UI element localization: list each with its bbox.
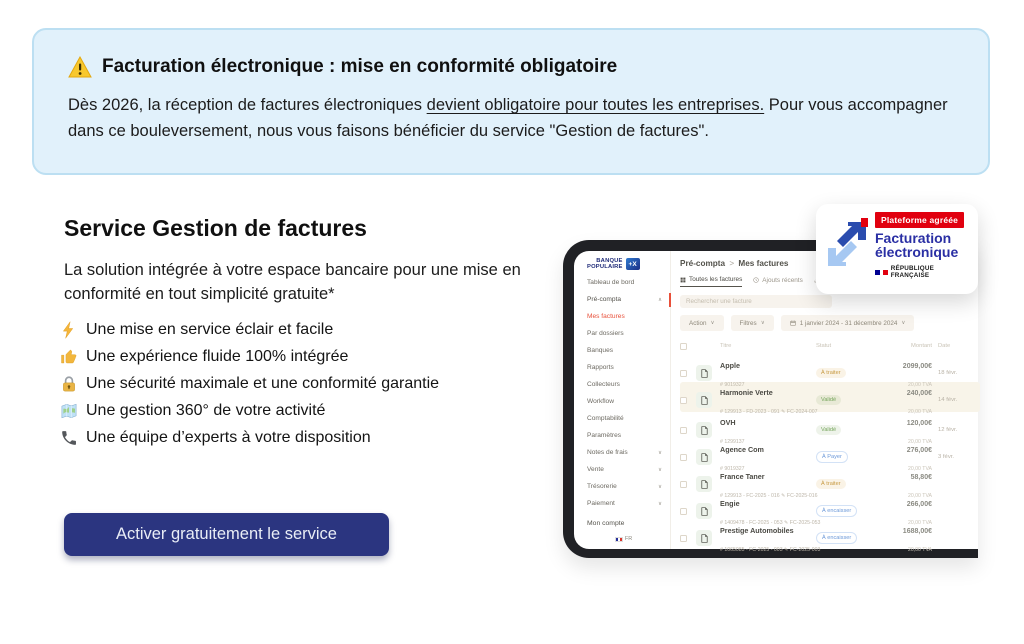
chevron-down-icon: ∨ bbox=[657, 500, 662, 507]
invoice-amount-sub: 20,00 TVA bbox=[907, 466, 932, 472]
french-flag-red-square bbox=[883, 270, 888, 275]
sidebar-item bbox=[587, 296, 670, 303]
sidebar-item-label: Workflow bbox=[587, 398, 614, 405]
tab-label: Toutes les factures bbox=[689, 276, 743, 283]
status-badge: Validé bbox=[816, 395, 841, 405]
table-row bbox=[680, 466, 980, 499]
status-badge: À encaisser bbox=[816, 505, 857, 517]
sidebar-item bbox=[587, 381, 670, 388]
invoice-title: Prestige Automobiles bbox=[720, 526, 794, 535]
sidebar-item-label: Paiement bbox=[587, 500, 615, 507]
facturation-electronique-logo-icon bbox=[824, 218, 870, 270]
invoice-amount: 1688,00€ bbox=[902, 528, 932, 535]
invoice-amount-sub: 20,00 TVA bbox=[907, 382, 932, 388]
invoice-amount: 120,00€ bbox=[906, 420, 932, 427]
tab-item bbox=[753, 276, 803, 287]
sidebar-item-label: Collecteurs bbox=[587, 381, 620, 388]
activate-service-button[interactable]: Activer gratuitement le service bbox=[64, 513, 389, 556]
approval-badge-card bbox=[816, 204, 978, 294]
chevron-up-icon: ∧ bbox=[657, 296, 662, 303]
invoice-date: 14 févr. bbox=[938, 397, 958, 403]
sidebar-item-label: Par dossiers bbox=[587, 330, 624, 337]
table-row bbox=[680, 382, 980, 415]
sidebar-item-label: Pré-compta bbox=[587, 296, 622, 303]
sidebar-item-label: Paramètres bbox=[587, 432, 622, 439]
invoices-icon bbox=[680, 277, 686, 283]
app-main-panel bbox=[671, 251, 980, 553]
sidebar-item-label: Rapports bbox=[587, 364, 614, 371]
breadcrumb-parent: Pré-compta bbox=[680, 259, 726, 268]
tab-label: Ajouts récents bbox=[762, 276, 803, 284]
badge-title-line1: Facturation bbox=[875, 230, 952, 246]
row-checkbox bbox=[680, 427, 687, 434]
invoice-ref: # 9019327 bbox=[720, 466, 745, 472]
feature-item bbox=[60, 424, 439, 451]
invoice-file-icon bbox=[696, 530, 712, 546]
sidebar-item bbox=[587, 466, 670, 473]
table-row bbox=[680, 520, 980, 553]
invoice-amount: 266,00€ bbox=[906, 501, 932, 508]
badge-band-label: Plateforme agréée bbox=[875, 212, 964, 228]
chevron-down-icon: ∨ bbox=[657, 483, 662, 490]
feature-label: Une gestion 360° de votre activité bbox=[86, 401, 326, 419]
action-dropdown: Action ∨ bbox=[680, 315, 724, 331]
chevron-down-icon: ∨ bbox=[760, 320, 765, 326]
feature-label: Une équipe d’experts à votre disposition bbox=[86, 428, 371, 446]
invoice-amount-sub: 20,00 TVA bbox=[907, 547, 932, 553]
brand-line2: POPULAIRE bbox=[587, 264, 623, 270]
invoice-date: 18 févr. bbox=[938, 370, 958, 376]
chevron-down-icon: ∨ bbox=[657, 449, 662, 456]
invoice-amount-sub: 20,00 TVA bbox=[907, 493, 932, 499]
row-checkbox bbox=[680, 454, 687, 461]
invoice-date: 12 févr. bbox=[938, 427, 958, 433]
column-header-titre: Titre bbox=[720, 343, 732, 349]
lock-icon bbox=[60, 375, 78, 393]
invoice-amount: 276,00€ bbox=[906, 447, 932, 454]
feature-list bbox=[60, 316, 439, 451]
invoice-title: Apple bbox=[720, 361, 740, 370]
clock-icon bbox=[753, 277, 759, 283]
alert-body-end: Pour vous accompagner dans ce bouleversement, nous vous faisons bénéficier du service "Gestion de factures". bbox=[68, 96, 948, 140]
invoice-title: France Taner bbox=[720, 472, 765, 481]
invoice-title: Engie bbox=[720, 499, 740, 508]
invoice-ref: # 1299137 bbox=[720, 439, 745, 445]
alert-body-underlined: devient obligatoire pour toutes les entreprises. bbox=[426, 96, 765, 114]
invoice-amount-sub: 20,00 TVA bbox=[907, 439, 932, 445]
table-row bbox=[680, 355, 980, 388]
invoice-title: Agence Com bbox=[720, 445, 764, 454]
sidebar-item bbox=[587, 500, 670, 507]
invoice-ref: # 129913 - FD-2023 - 091 ✎ FC-2024-007 bbox=[720, 409, 818, 415]
sidebar-item bbox=[587, 415, 670, 422]
sidebar-item bbox=[587, 313, 670, 320]
sidebar-item bbox=[587, 398, 670, 405]
invoice-amount: 240,00€ bbox=[906, 390, 932, 397]
alert-banner bbox=[32, 28, 990, 175]
column-header-statut: Statut bbox=[816, 343, 832, 349]
sidebar-item-label: Comptabilité bbox=[587, 415, 624, 422]
status-badge: À encaisser bbox=[816, 532, 857, 544]
invoice-ref: # 9019327 bbox=[720, 382, 745, 388]
feature-item bbox=[60, 370, 439, 397]
breadcrumb-separator: > bbox=[729, 259, 735, 268]
map-icon bbox=[60, 402, 78, 420]
sidebar-item bbox=[587, 483, 670, 490]
column-header-montant: Montant bbox=[911, 343, 932, 349]
sidebar-item-label: Tableau de bord bbox=[587, 279, 635, 286]
invoice-file-icon bbox=[696, 422, 712, 438]
invoice-file-icon bbox=[696, 365, 712, 381]
table-row bbox=[680, 439, 980, 472]
chevron-down-icon: ∨ bbox=[657, 466, 662, 473]
feature-item bbox=[60, 343, 439, 370]
table-header-row bbox=[680, 340, 980, 352]
sidebar-item-label: Trésorerie bbox=[587, 483, 617, 490]
thumbs-up-icon bbox=[60, 348, 78, 366]
row-checkbox bbox=[680, 397, 687, 404]
banque-populaire-logo bbox=[587, 258, 670, 270]
lightning-icon bbox=[60, 321, 78, 339]
invoice-ref: # 1409478 - FC-2025 - 053 ✎ FC-2025-053 bbox=[720, 520, 821, 526]
sidebar-item bbox=[587, 347, 670, 354]
filters-dropdown: Filtres ∨ bbox=[731, 315, 774, 331]
republique-francaise-label: RÉPUBLIQUE FRANÇAISE bbox=[890, 265, 935, 279]
select-all-checkbox bbox=[680, 343, 687, 350]
row-checkbox bbox=[680, 370, 687, 377]
sidebar-item bbox=[587, 432, 670, 439]
feature-label: Une mise en service éclair et facile bbox=[86, 320, 334, 338]
sidebar-item-label: Mes factures bbox=[587, 313, 625, 320]
invoice-amount-sub: 20,00 TVA bbox=[907, 409, 932, 415]
invoice-title: OVH bbox=[720, 418, 736, 427]
feature-label: Une sécurité maximale et une conformité garantie bbox=[86, 374, 440, 392]
invoice-file-icon bbox=[696, 476, 712, 492]
table-row bbox=[680, 493, 980, 526]
feature-label: Une expérience fluide 100% intégrée bbox=[86, 347, 349, 365]
warning-triangle-icon bbox=[68, 56, 92, 78]
tab-active bbox=[680, 276, 742, 287]
invoice-amount-sub: 20,00 TVA bbox=[907, 520, 932, 526]
brand-mark-icon: +X bbox=[626, 258, 640, 270]
sidebar-item bbox=[587, 330, 670, 337]
table-toolbar bbox=[680, 315, 980, 331]
sidebar-item bbox=[587, 449, 670, 456]
language-label: FR bbox=[624, 536, 633, 542]
invoice-table bbox=[680, 340, 980, 553]
calendar-icon bbox=[790, 320, 796, 326]
alert-body-start: Dès 2026, la réception de factures électroniques bbox=[68, 96, 427, 114]
france-flag-icon bbox=[615, 537, 623, 542]
service-title: Service Gestion de factures bbox=[64, 215, 367, 241]
table-row bbox=[680, 412, 980, 445]
status-badge: À Payer bbox=[816, 451, 848, 463]
chevron-down-icon: ∨ bbox=[710, 320, 715, 326]
sidebar-item bbox=[587, 364, 670, 371]
invoice-amount: 58,80€ bbox=[910, 474, 932, 481]
status-badge: À traiter bbox=[816, 479, 846, 489]
invoice-file-icon bbox=[696, 392, 712, 408]
invoice-amount: 2099,00€ bbox=[902, 363, 932, 370]
service-subtitle: La solution intégrée à votre espace bancaire pour une mise en conformité en tout simplicité gratuite* bbox=[64, 261, 521, 303]
badge-title-line2: électronique bbox=[875, 244, 959, 260]
row-checkbox bbox=[680, 508, 687, 515]
invoice-ref: # 129913 - FC-2025 - 016 ✎ FC-2025-016 bbox=[720, 493, 818, 499]
search-input bbox=[680, 295, 832, 308]
brand-line1: BANQUE bbox=[596, 258, 623, 264]
invoice-file-icon bbox=[696, 503, 712, 519]
row-checkbox bbox=[680, 535, 687, 542]
sidebar-item bbox=[587, 279, 670, 286]
alert-title: Facturation électronique : mise en conformité obligatoire bbox=[102, 56, 618, 77]
row-checkbox bbox=[680, 481, 687, 488]
phone-icon bbox=[60, 429, 78, 447]
app-screen bbox=[574, 251, 978, 553]
invoice-date: 3 févr. bbox=[938, 454, 955, 460]
feature-item bbox=[60, 397, 439, 424]
sidebar-item-label: Banques bbox=[587, 347, 614, 354]
french-flag-blue-square bbox=[875, 270, 880, 275]
sidebar-item-label: Vente bbox=[587, 466, 604, 473]
date-range-picker: 1 janvier 2024 - 31 décembre 2024 ∨ bbox=[781, 315, 915, 331]
invoice-title: Harmonie Verte bbox=[720, 388, 773, 397]
language-selector bbox=[587, 536, 670, 542]
column-header-date: Date bbox=[938, 343, 951, 349]
invoice-ref: # 1065085 - FC-2025 - 003 ✎ FC-2025-003 bbox=[720, 547, 821, 553]
status-badge: À traiter bbox=[816, 368, 846, 378]
app-sidebar bbox=[574, 251, 671, 549]
alert-body bbox=[68, 92, 954, 144]
sidebar-item-label: Notes de frais bbox=[587, 449, 628, 456]
feature-item bbox=[60, 316, 439, 343]
chevron-down-icon: ∨ bbox=[901, 320, 906, 326]
invoice-file-icon bbox=[696, 449, 712, 465]
breadcrumb-current: Mes factures bbox=[738, 259, 789, 268]
sidebar-item-mon-compte: Mon compte bbox=[587, 520, 625, 527]
status-badge: Validé bbox=[816, 425, 841, 435]
